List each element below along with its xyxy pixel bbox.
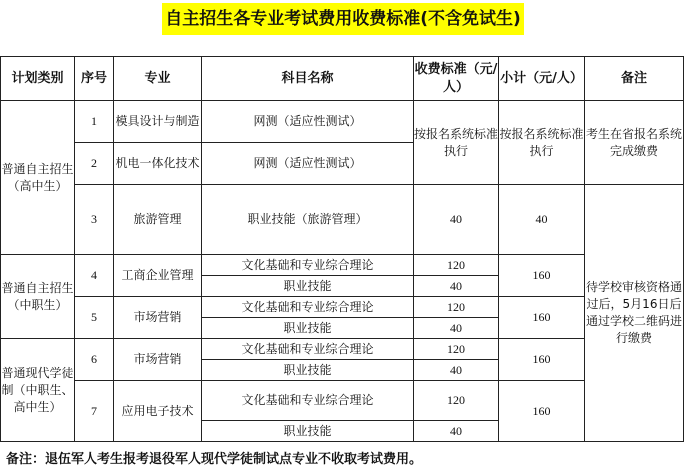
major-cell: 市场营销 — [114, 339, 202, 381]
fee-cell: 120 — [414, 381, 499, 421]
header-category: 计划类别 — [1, 57, 75, 101]
fee-cell: 40 — [414, 421, 499, 442]
page-title: 自主招生各专业考试费用收费标准(不含免试生) — [162, 3, 524, 35]
subject-cell: 职业技能 — [202, 276, 414, 297]
subject-cell: 网测（适应性测试） — [202, 101, 414, 143]
header-remark: 备注 — [585, 57, 684, 101]
table-row — [1, 297, 684, 318]
fee-cell: 40 — [414, 318, 499, 339]
subject-cell: 职业技能 — [202, 360, 414, 381]
fee-by-system: 按报名系统标准执行 — [414, 101, 499, 185]
subject-cell: 文化基础和专业综合理论 — [202, 381, 414, 421]
subject-cell: 职业技能 — [202, 318, 414, 339]
subject-cell: 文化基础和专业综合理论 — [202, 339, 414, 360]
table-row — [1, 381, 684, 421]
header-major: 专业 — [114, 57, 202, 101]
header-seq: 序号 — [75, 57, 114, 101]
fee-cell: 120 — [414, 297, 499, 318]
fee-cell: 40 — [414, 360, 499, 381]
subtotal-cell: 40 — [499, 185, 585, 255]
fee-cell: 40 — [414, 185, 499, 255]
fee-table — [0, 56, 684, 442]
major-cell: 市场营销 — [114, 297, 202, 339]
header-subtotal: 小计（元/人） — [499, 57, 585, 101]
subject-cell: 文化基础和专业综合理论 — [202, 297, 414, 318]
subtotal-cell: 160 — [499, 381, 585, 442]
seq-cell: 2 — [75, 143, 114, 185]
category-apprentice: 普通现代学徒制（中职生、高中生） — [1, 339, 75, 442]
subtotal-cell: 160 — [499, 297, 585, 339]
subtotal-cell: 160 — [499, 255, 585, 297]
major-cell: 机电一体化技术 — [114, 143, 202, 185]
subject-cell: 职业技能 — [202, 421, 414, 442]
table-header-row — [1, 57, 684, 101]
seq-cell: 1 — [75, 101, 114, 143]
subject-cell: 网测（适应性测试） — [202, 143, 414, 185]
seq-cell: 5 — [75, 297, 114, 339]
fee-cell: 120 — [414, 339, 499, 360]
subtotal-cell: 160 — [499, 339, 585, 381]
table-row — [1, 339, 684, 360]
table-row — [1, 101, 684, 143]
seq-cell: 6 — [75, 339, 114, 381]
table-row — [1, 255, 684, 276]
subject-cell: 职业技能（旅游管理） — [202, 185, 414, 255]
remark-provincial: 考生在省报名系统完成缴费 — [585, 101, 684, 185]
category-vocational: 普通自主招生（中职生） — [1, 255, 75, 339]
header-standard: 收费标准（元/人） — [414, 57, 499, 101]
seq-cell: 7 — [75, 381, 114, 442]
table-row — [1, 185, 684, 255]
subject-cell: 文化基础和专业综合理论 — [202, 255, 414, 276]
major-cell: 旅游管理 — [114, 185, 202, 255]
major-cell: 应用电子技术 — [114, 381, 202, 442]
fee-cell: 120 — [414, 255, 499, 276]
fee-cell: 40 — [414, 276, 499, 297]
major-cell: 模具设计与制造 — [114, 101, 202, 143]
major-cell: 工商企业管理 — [114, 255, 202, 297]
header-subject: 科目名称 — [202, 57, 414, 101]
remark-school: 待学校审核资格通过后，5月16日后通过学校二维码进行缴费 — [585, 185, 684, 442]
category-high-school: 普通自主招生（高中生） — [1, 101, 75, 255]
seq-cell: 4 — [75, 255, 114, 297]
seq-cell: 3 — [75, 185, 114, 255]
subtotal-by-system: 按报名系统标准执行 — [499, 101, 585, 185]
footnote: 备注：退伍军人考生报考退役军人现代学徒制试点专业不收取考试费用。 — [6, 452, 423, 467]
